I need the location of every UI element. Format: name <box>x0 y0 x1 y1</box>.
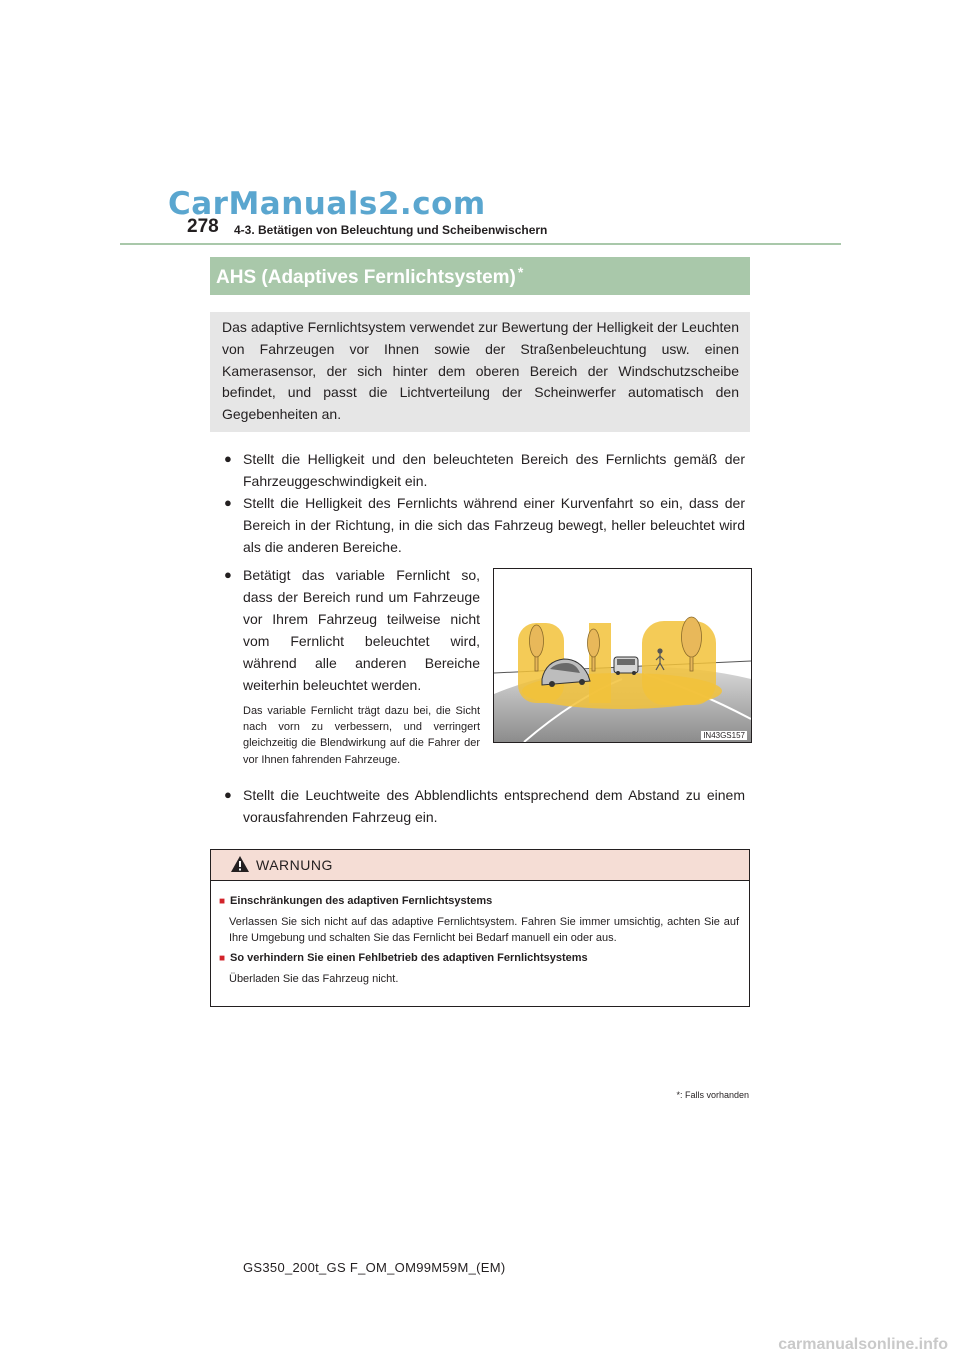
bullet-dot: ● <box>224 567 232 582</box>
warning-item-title-text: Einschränkungen des adaptiven Fernlichtsystems <box>230 895 493 907</box>
intro-box <box>210 312 750 432</box>
footnote-star: * <box>676 1090 680 1100</box>
watermark-carmanualsonline: carmanualsonline.info <box>778 1336 948 1353</box>
warning-item-text: Überladen Sie das Fahrzeug nicht. <box>229 973 399 985</box>
bullet-text: Stellt die Helligkeit und den beleuchteten Bereich des Fernlichts gemäß der Fahrzeuggeschwindigkeit ein. <box>243 451 745 489</box>
warning-label: WARNUNG <box>256 857 333 873</box>
bullet-text: Stellt die Helligkeit des Fernlichts während einer Kurvenfahrt so ein, dass der Bereich in der Richtung, in die sich das Fahrzeug bewegt, heller beleuchtet wird als die anderen Bereiche. <box>243 495 745 555</box>
warning-item-text: Verlassen Sie sich nicht auf das adaptive Fernlichtsystem. Fahren Sie immer umsichtig, achten Sie auf Ihre Umgebung und schalten Sie das Fernlicht bei Bedarf manuell ein oder aus. <box>229 916 739 944</box>
square-bullet-icon: ■ <box>219 896 226 907</box>
warning-header <box>211 850 749 881</box>
document-id: GS350_200t_GS F_OM_OM99M59M_(EM) <box>243 1260 506 1275</box>
section-title <box>216 264 523 289</box>
warning-item-title <box>219 952 588 964</box>
footnote <box>676 1090 749 1100</box>
figure-note: Das variable Fernlicht trägt dazu bei, die Sicht nach vorn zu verbessern, und verringert gleichzeitig die Blendwirkung auf die Fahrer der vor Ihnen fahrenden Fahrzeuge. <box>243 705 480 766</box>
warning-triangle-icon <box>230 855 250 873</box>
car-icon <box>614 657 638 675</box>
ahs-illustration-svg <box>494 569 751 742</box>
page-number: 278 <box>187 216 219 237</box>
footnote-text: : Falls vorhanden <box>679 1090 749 1100</box>
bullet-dot: ● <box>224 495 232 510</box>
bullet-text: Betätigt das variable Fernlicht so, dass der Bereich rund um Fahrzeuge vor Ihrem Fahrzeug teilweise nicht vom Fernlicht beleuchtet wird, während alle anderen Bereiche weiterhin beleuchtet werden. <box>243 567 480 693</box>
section-reference: 4-3. Betätigen von Beleuchtung und Scheibenwischern <box>234 223 548 237</box>
header-rule <box>120 243 841 245</box>
watermark-carmanuals2: CarManuals2.com <box>168 186 486 222</box>
square-bullet-icon: ■ <box>219 953 226 964</box>
bullet-dot: ● <box>224 787 232 802</box>
section-title-bar <box>210 257 750 295</box>
bullet-dot: ● <box>224 451 232 466</box>
section-title-text: AHS (Adaptives Fernlichtsystem) <box>216 267 516 288</box>
warning-item-title-text: So verhindern Sie einen Fehlbetrieb des adaptiven Fernlichtsystems <box>230 952 588 964</box>
warning-box <box>210 849 750 1007</box>
intro-text: Das adaptive Fernlichtsystem verwendet zur Bewertung der Helligkeit der Leuchten von Fahrzeugen vor Ihnen sowie der Straßenbeleuchtung usw. einen Kamerasensor, der sich hinter dem oberen Bereich der Windschutzscheibe befindet, und passt die Lichtverteilung der Scheinwerfer automatisch den Gegebenheiten an. <box>222 319 739 423</box>
footnote-star: * <box>517 264 524 280</box>
ahs-illustration <box>493 568 752 743</box>
figure-code: IN43GS157 <box>703 731 745 740</box>
warning-item-title <box>219 895 492 907</box>
bullet-text: Stellt die Leuchtweite des Abblendlichts entsprechend dem Abstand zu einem vorausfahrenden Fahrzeug ein. <box>243 787 745 825</box>
